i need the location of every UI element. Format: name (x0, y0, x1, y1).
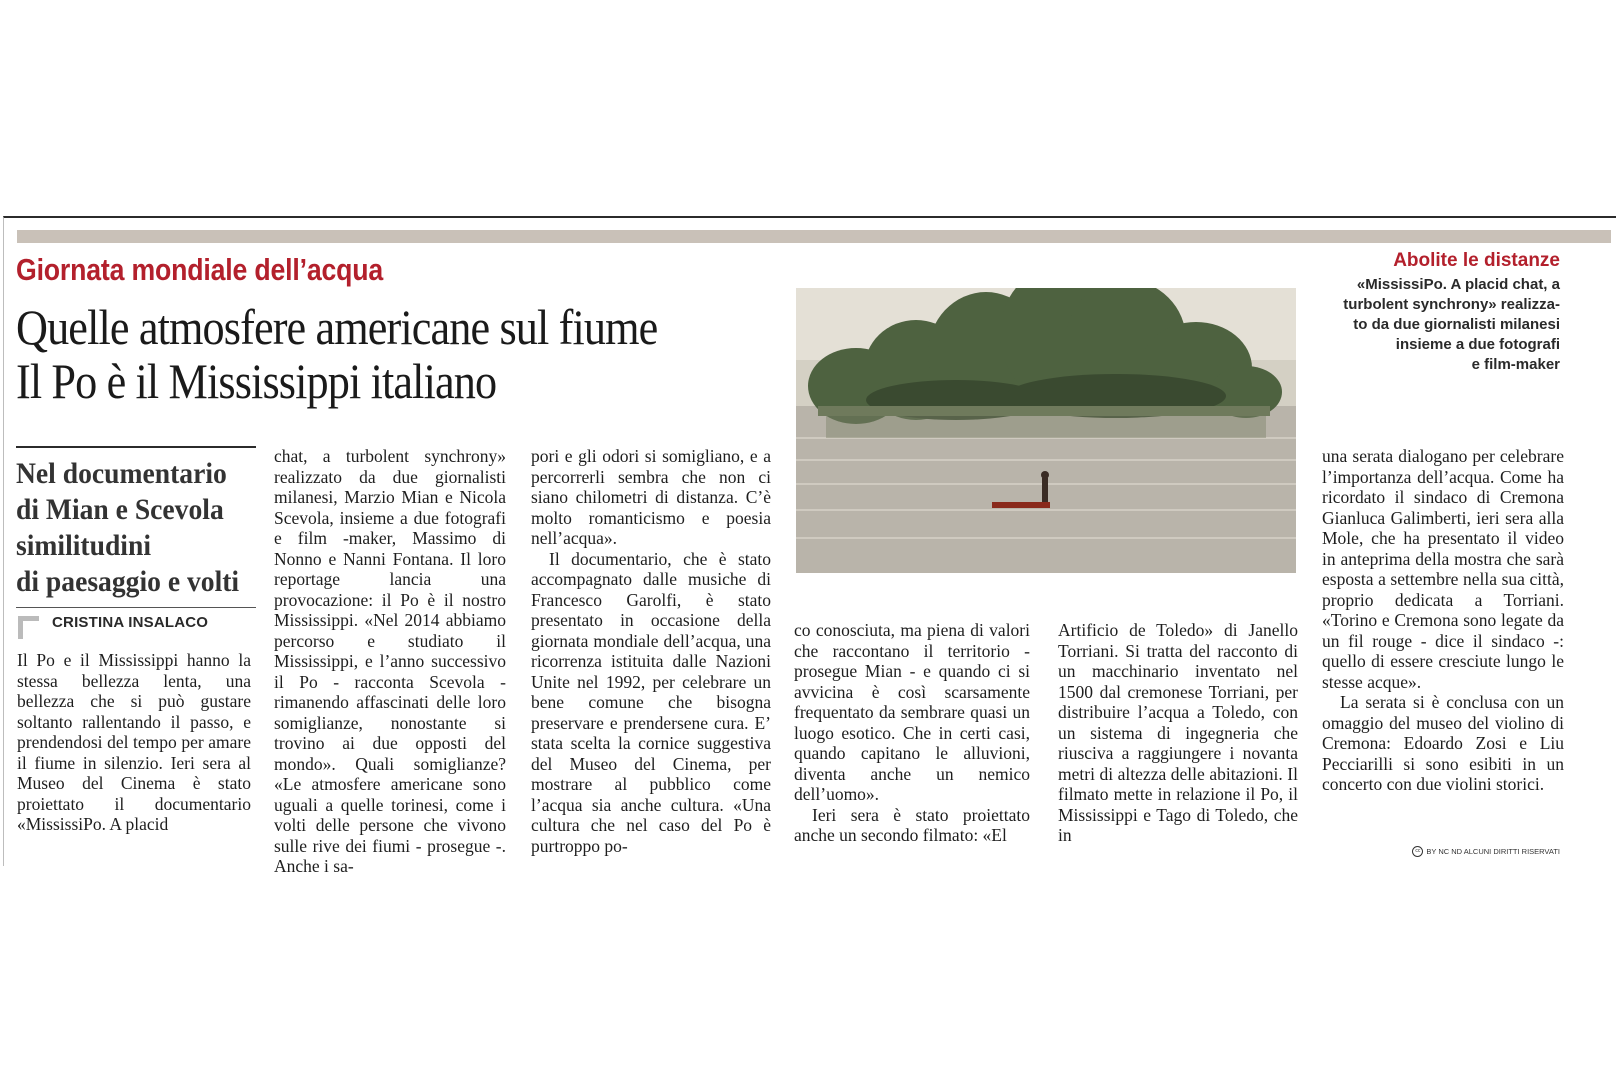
paragraph: Artificio de Toledo» di Janello Torriani. Si tratta del racconto di un macchinario inventato nel 1500 dal cremonese Torriani, per distribuire l’acqua a Toledo, con un sistema di ingegneria che riusciva a raggiungere i novanta metri di altezza delle abitazioni. Il filmato mette in relazione il Po, il Mississippi e Tago di Toledo, che in (1058, 620, 1298, 845)
caption-line: to da due giornalisti milanesi (1353, 316, 1560, 333)
byline-corner-mark (18, 616, 39, 639)
paragraph: co conosciuta, ma piena di valori che raccontano il territorio - prosegue Mian - e quando ci si avvicina è così scarsamente frequentato da sembrare quasi un luogo esotico. Che in certi casi, quando capitano le alluvioni, diventa anche un nemico dell’uomo». (794, 620, 1030, 804)
headline-line-1: Quelle atmosfere americane sul fiume (16, 299, 658, 355)
section-kicker: Giornata mondiale dell’acqua (16, 252, 384, 287)
article-column-2 (274, 446, 506, 877)
photo-caption-title: Abolite le distanze (1393, 250, 1560, 271)
subhead-line-3: similitudini (16, 529, 151, 562)
article-column-1 (17, 650, 251, 835)
photo-boatman (1042, 478, 1048, 502)
photo-island-bank (818, 406, 1270, 416)
subhead-line-4: di paesaggio e volti (16, 565, 240, 598)
photo-reflection (826, 416, 1266, 438)
paragraph: La serata si è conclusa con un omaggio del museo del violino di Cremona: Edoardo Zosi e Liu Pecciarilli si sono esibiti in un concerto con due violini storici. (1322, 692, 1564, 794)
photo-boatman-head (1041, 471, 1049, 479)
headline (16, 300, 795, 408)
article-column-3 (531, 446, 771, 856)
subheadline (16, 456, 246, 600)
paragraph: chat, a turbolent synchrony» realizzato da due giornalisti milanesi, Marzio Mian e Nicola Scevola, insieme a due fotografi e film -maker, Massimo di Nonno e Nanni Fontana. Il loro reportage lancia una provocazione: il Po è il nostro Mississippi. «Nel 2014 abbiamo percorso e studiato il Mississippi, e l’anno successivo il Po - racconta Scevola - rimanendo affascinati delle loro somiglianze, nonostante si trovino ai due opposti del mondo». Quali somiglianze? «Le atmosfere americane sono uguali a quelle torinesi, come i volti delle persone che vivono sulle rive dei fiumi - prosegue -. Anche i sa- (274, 446, 506, 876)
subhead-line-1: Nel documentario (16, 457, 227, 490)
river-island-image (796, 288, 1296, 573)
caption-line: turbolent synchrony» realizza- (1343, 296, 1560, 313)
newspaper-clipping (3, 216, 1616, 876)
creative-commons-icon: cc (1412, 846, 1423, 857)
article-column-5 (1058, 620, 1298, 846)
photo-caption (1320, 275, 1560, 375)
license-notice (1412, 846, 1560, 857)
article-column-4 (794, 620, 1030, 846)
photo-boat (992, 502, 1050, 508)
byline: CRISTINA INSALACO (52, 614, 209, 631)
license-text: BY NC ND ALCUNI DIRITTI RISERVATI (1426, 847, 1560, 856)
subhead-bottom-rule (16, 607, 256, 608)
headline-line-2: Il Po è il Mississippi italiano (16, 353, 497, 409)
subhead-line-2: di Mian e Scevola (16, 493, 224, 526)
article-column-6 (1322, 446, 1564, 795)
caption-line: «MississiPo. A placid chat, a (1356, 276, 1560, 293)
paragraph: Il documentario, che è stato accompagnato dalle musiche di Francesco Garolfi, è stato presentato in occasione della giornata mondiale dell’acqua, una ricorrenza istituita dalle Nazioni Unite nel 1992, per celebrare un bene comune che bisogna preservare e prendersene cura. E’ stata scelta la cornice suggestiva del Museo del Cinema, per mostrare al pubblico come l’acqua sia anche cultura. «Una cultura che nel caso del Po è purtroppo po- (531, 548, 771, 856)
paragraph: pori e gli odori si somigliano, e a percorrerli sembra che non ci siano chilometri di distanza. C’è molto romanticismo e poesia nell’acqua». (531, 446, 771, 548)
river-photo (796, 288, 1296, 573)
caption-line: insieme a due fotografi (1395, 336, 1560, 353)
subhead-top-rule (16, 446, 256, 448)
paragraph: Ieri sera è stato proiettato anche un secondo filmato: «El (794, 804, 1030, 845)
paragraph: Il Po e il Mississippi hanno la stessa bellezza lenta, una bellezza che si può gustare soltanto rallentando il passo, e prendendosi del tempo per amare il fiume in silenzio. Ieri sera al Museo del Cinema è stato proiettato il documentario «MississiPo. A placid (17, 650, 251, 834)
top-color-bar (17, 230, 1611, 243)
caption-line: e film-maker (1471, 356, 1560, 373)
paragraph: una serata dialogano per celebrare l’importanza dell’acqua. Come ha ricordato il sindaco di Cremona Gianluca Galimberti, ieri sera alla Mole, che ha presentato il video in anteprima della mostra che sarà esposta a settembre nella sua città, proprio dedicata a Torriani. «Torino e Cremona sono legate da un fil rouge - dice il sindaco -: quello di essere cresciute lungo le stesse acque». (1322, 446, 1564, 692)
